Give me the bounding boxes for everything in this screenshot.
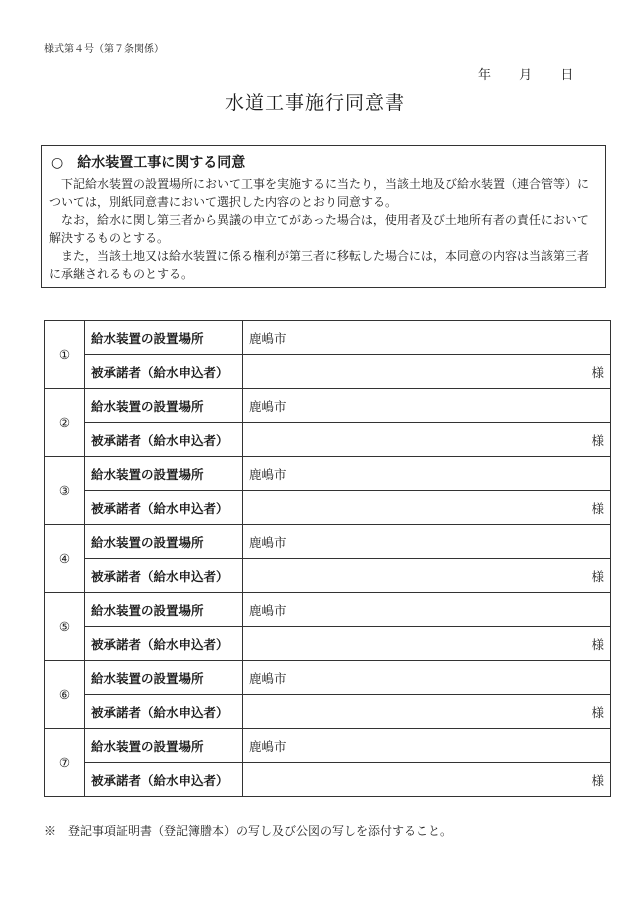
site-number: ④	[45, 525, 85, 593]
site-consenter-row	[45, 355, 611, 389]
location-field[interactable]: 鹿嶋市	[243, 729, 611, 763]
consenter-name-field[interactable]: 様	[243, 695, 611, 729]
consenter-label: 被承諾者（給水申込者）	[85, 627, 243, 661]
site-location-row	[45, 457, 611, 491]
location-field[interactable]: 鹿嶋市	[243, 661, 611, 695]
site-consenter-row	[45, 559, 611, 593]
consenter-label: 被承諾者（給水申込者）	[85, 559, 243, 593]
location-label: 給水装置の設置場所	[85, 457, 243, 491]
date-line	[478, 64, 573, 83]
location-label: 給水装置の設置場所	[85, 525, 243, 559]
consenter-label: 被承諾者（給水申込者）	[85, 355, 243, 389]
location-label: 給水装置の設置場所	[85, 661, 243, 695]
consenter-label: 被承諾者（給水申込者）	[85, 423, 243, 457]
consenter-label: 被承諾者（給水申込者）	[85, 763, 243, 797]
consenter-label: 被承諾者（給水申込者）	[85, 695, 243, 729]
consent-marker: ○	[51, 155, 64, 171]
site-consenter-row	[45, 423, 611, 457]
site-consenter-row	[45, 627, 611, 661]
location-field[interactable]: 鹿嶋市	[243, 457, 611, 491]
consenter-name-field[interactable]: 様	[243, 763, 611, 797]
date-year-label: 年	[478, 68, 492, 83]
site-number: ②	[45, 389, 85, 457]
consenter-name-field[interactable]: 様	[243, 423, 611, 457]
location-label: 給水装置の設置場所	[85, 389, 243, 423]
location-label: 給水装置の設置場所	[85, 321, 243, 355]
location-field[interactable]: 鹿嶋市	[243, 321, 611, 355]
site-number: ⑦	[45, 729, 85, 797]
consent-paragraph-1: 下記給水装置の設置場所において工事を実施するに当たり，当該土地及び給水装置（連合管等）については，別紙同意書において選択した内容のとおり同意する。	[49, 177, 590, 209]
footnote: ※ 登記事項証明書（登記簿謄本）の写し及び公図の写しを添付すること。	[44, 824, 453, 838]
consent-paragraph-2: なお，給水に関し第三者から異議の申立てがあった場合は，使用者及び土地所有者の責任において解決するものとする。	[49, 213, 589, 245]
site-number: ⑤	[45, 593, 85, 661]
site-location-row	[45, 661, 611, 695]
site-location-row	[45, 729, 611, 763]
consenter-name-field[interactable]: 様	[243, 355, 611, 389]
site-number: ①	[45, 321, 85, 389]
site-location-row	[45, 593, 611, 627]
consent-box	[41, 145, 606, 288]
location-label: 給水装置の設置場所	[85, 729, 243, 763]
site-location-row	[45, 525, 611, 559]
consenter-name-field[interactable]: 様	[243, 627, 611, 661]
location-field[interactable]: 鹿嶋市	[243, 593, 611, 627]
site-table	[44, 320, 611, 797]
consent-heading-text: 給水装置工事に関する同意	[77, 155, 246, 171]
location-field[interactable]: 鹿嶋市	[243, 389, 611, 423]
site-location-row	[45, 389, 611, 423]
date-month-label: 月	[519, 68, 533, 83]
consent-paragraph-3: また，当該土地又は給水装置に係る権利が第三者に移転した場合には，本同意の内容は当該第三者に承継されるものとする。	[49, 249, 590, 281]
consenter-name-field[interactable]: 様	[243, 491, 611, 525]
site-number: ③	[45, 457, 85, 525]
site-consenter-row	[45, 763, 611, 797]
date-day-label: 日	[560, 68, 574, 83]
consenter-label: 被承諾者（給水申込者）	[85, 491, 243, 525]
form-number: 様式第４号（第７条関係）	[44, 44, 164, 55]
site-number: ⑥	[45, 661, 85, 729]
location-field[interactable]: 鹿嶋市	[243, 525, 611, 559]
document-title: 水道工事施行同意書	[224, 92, 405, 114]
consenter-name-field[interactable]: 様	[243, 559, 611, 593]
site-location-row	[45, 321, 611, 355]
location-label: 給水装置の設置場所	[85, 593, 243, 627]
site-consenter-row	[45, 695, 611, 729]
site-consenter-row	[45, 491, 611, 525]
consent-heading	[51, 152, 600, 172]
